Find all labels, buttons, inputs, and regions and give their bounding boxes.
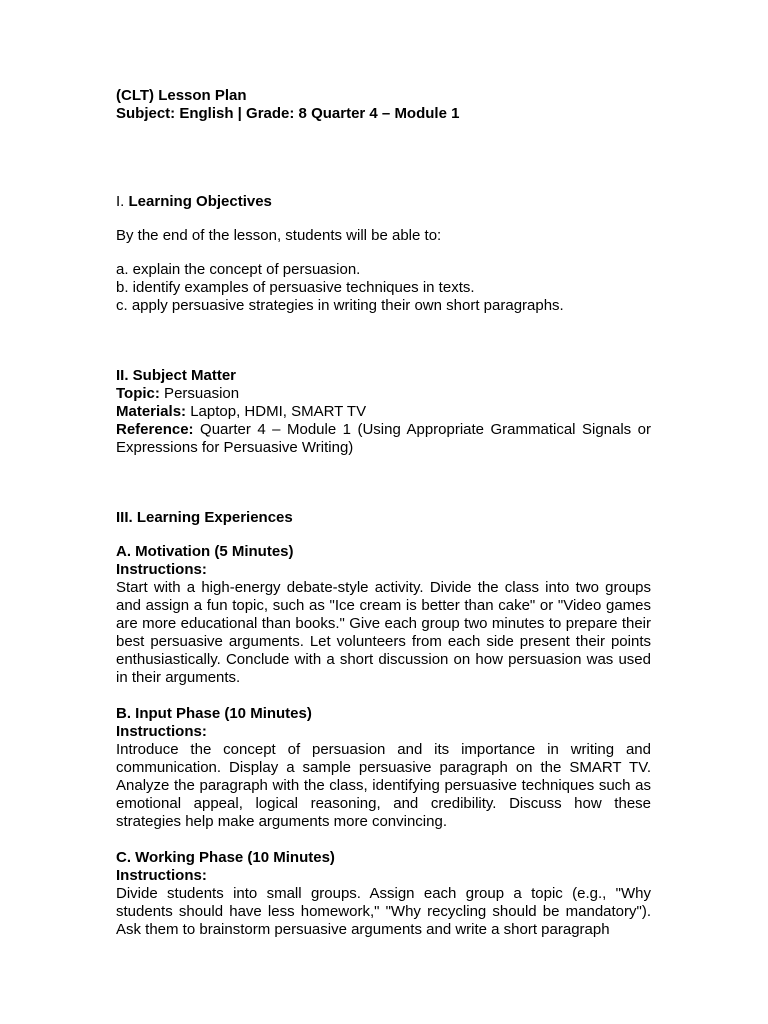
objective-a: a. explain the concept of persuasion.	[116, 261, 361, 278]
topic-value: Persuasion	[159, 385, 240, 402]
objectives-intro: By the end of the lesson, students will be able to:	[116, 227, 442, 244]
phase-c-body: Divide students into small groups. Assign each group a topic (e.g., "Why students should have less homework," "Why recycling should be mandatory"). Ask them to brainstorm persuasive arguments and write a short paragraph	[116, 885, 651, 938]
section-3-heading: III. Learning Experiences	[116, 509, 293, 526]
phase-a-body: Start with a high-energy debate-style activity. Divide the class into two groups and assign a fun topic, such as "Ice cream is better than cake" or "Video games are more educational than books." Give each group two minutes to prepare their best persuasive arguments. Let volunteers from each side present their points enthusiastically. Conclude with a short discussion on how persuasion was used in their arguments.	[116, 579, 651, 686]
subject-line: Subject: English | Grade: 8 Quarter 4 – Module 1	[116, 105, 460, 122]
document-title: (CLT) Lesson Plan	[116, 87, 247, 104]
materials-value: Laptop, HDMI, SMART TV	[186, 403, 367, 420]
materials-label: Materials:	[116, 403, 187, 420]
objective-c: c. apply persuasive strategies in writing their own short paragraphs.	[116, 297, 564, 314]
phase-a-title: A. Motivation (5 Minutes)	[116, 543, 294, 560]
phase-b-title: B. Input Phase (10 Minutes)	[116, 705, 312, 722]
phase-b-body: Introduce the concept of persuasion and its importance in writing and communication. Display a sample persuasive paragraph on the SMART TV. Analyze the paragraph with the class, identifying persuasive techniques such as emotional appeal, logical reasoning, and credibility. Discuss how these strategies help make arguments more convincing.	[116, 741, 651, 830]
reference-label: Reference:	[116, 421, 194, 438]
objective-b: b. identify examples of persuasive techniques in texts.	[116, 279, 475, 296]
phase-b-instructions-label: Instructions:	[116, 723, 207, 740]
section-1-heading	[116, 193, 651, 211]
phase-a-instructions-label: Instructions:	[116, 561, 207, 578]
phase-c-instructions-label: Instructions:	[116, 867, 207, 884]
section-2-heading: II. Subject Matter	[116, 367, 237, 384]
lesson-plan-page	[116, 87, 651, 939]
reference-value: Quarter 4 – Module 1 (Using Appropriate Grammatical Signals or Expressions for Persuasive Writing)	[116, 421, 651, 456]
topic-label: Topic:	[116, 385, 160, 402]
phase-c-title: C. Working Phase (10 Minutes)	[116, 849, 335, 866]
section-1-numeral: I.	[116, 193, 129, 210]
reference-line	[116, 421, 651, 457]
topic-line	[116, 385, 651, 403]
materials-line	[116, 403, 651, 421]
section-1-title: Learning Objectives	[128, 193, 272, 210]
